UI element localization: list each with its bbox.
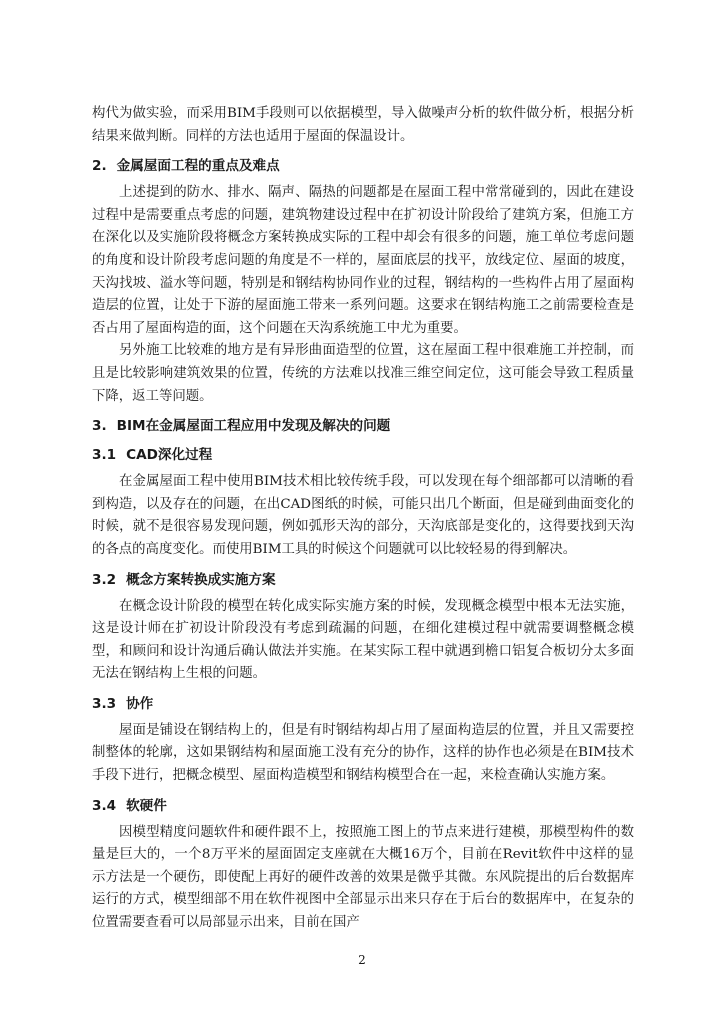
section-number: 2.: [92, 158, 107, 175]
section-number: 3.1: [92, 447, 117, 464]
paragraph-cad-deepening: 在金属屋面工程中使用BIM技术相比较传统手段，可以发现在每个细部都可以清晰的看到构造，以及存在的问题，在出CAD图纸的时候，可能只出几个断面，但是碰到曲面变化的时候，就不是很容易发现问题，例如弧形天沟的部分，天沟底部是变化的，这得要找到天沟的各点的高度变化。而使用BIM工具的时候这个问题就可以比较轻易的得到解决。: [92, 474, 634, 557]
paragraph-software-hardware: 因模型精度问题软件和硬件跟不上，按照施工图上的节点来进行建模，那模型构件的数量是巨大的，一个8万平米的屋面固定支座就在大概16万个，目前在Revit软件中这样的显示方法是一个硬伤，即使配上再好的硬件改善的效果是微乎其微。东风院提出的后台数据库运行的方式，模型细部不用在软件视图中全部显示出来只存在于后台的数据库中，在复杂的位置需要查看可以局部显示出来，目前在国产: [92, 824, 634, 931]
section-title: BIM在金属屋面工程应用中发现及解决的问题: [116, 418, 391, 435]
page-body: [92, 103, 634, 935]
section-title: 协作: [126, 695, 154, 712]
section-title: 软硬件: [126, 797, 167, 814]
section-number: 3.3: [92, 695, 117, 712]
section-title: 概念方案转换成实施方案: [126, 571, 276, 588]
section-number: 3.: [92, 418, 107, 435]
paragraph-intro-continued: 构代为做实验，而采用BIM手段则可以依据模型，导入做噪声分析的软件做分析，根据分析结果来做判断。同样的方法也适用于屋面的保温设计。: [92, 106, 634, 144]
subsection-heading-3-1: [92, 444, 634, 466]
section-heading-2: [92, 155, 634, 177]
paragraph-collaboration: 屋面是铺设在钢结构上的，但是有时钢结构却占用了屋面构造层的位置，并且又需要控制整体的轮廓，这如果钢结构和屋面施工没有充分的协作，这样的协作也必须是在BIM技术手段下进行，把概念模型、屋面构造模型和钢结构模型合在一起，来检查确认实施方案。: [92, 722, 634, 784]
paragraph-difficulties: 另外施工比较难的地方是有异形曲面造型的位置，这在屋面工程中很难施工并控制，而且是比较影响建筑效果的位置，传统的方法难以找准三维空间定位，这可能会导致工程质量下降，返工等问题。: [92, 343, 634, 404]
section-title: 金属屋面工程的重点及难点: [116, 158, 280, 175]
paragraph-key-issues: 上述提到的防水、排水、隔声、隔热的问题都是在屋面工程中常常碰到的，因此在建设过程中是需要重点考虑的问题，建筑物建设过程中在扩初设计阶段给了建筑方案，但施工方在深化以及实施阶段将概念方案转换成实际的工程中却会有很多的问题，施工单位考虑问题的角度和设计阶段考虑问题的角度是不一样的，屋面底层的找平，放线定位、屋面的坡度，天沟找坡、溢水等问题，特别是和钢结构协同作业的过程，钢结构的一些构件占用了屋面构造层的位置，让处于下游的屋面施工带来一系列问题。这要求在钢结构施工之前需要检查是否占用了屋面构造的面，这个问题在天沟系统施工中尤为重要。: [92, 185, 634, 336]
paragraph-concept-to-implementation: 在概念设计阶段的模型在转化成实际实施方案的时候，发现概念模型中根本无法实施，这是设计师在扩初设计阶段没有考虑到疏漏的问题，在细化建模过程中就需要调整概念模型，和顾问和设计沟通后确认做法并实施。在某实际工程中就遇到檐口铝复合板切分太多面无法在钢结构上生根的问题。: [92, 598, 634, 682]
page-number: 2: [358, 953, 366, 967]
section-heading-3: [92, 415, 634, 437]
section-title: CAD深化过程: [126, 447, 213, 464]
subsection-heading-3-4: [92, 795, 634, 817]
section-number: 3.2: [92, 571, 117, 588]
section-number: 3.4: [92, 797, 117, 814]
subsection-heading-3-2: [92, 569, 634, 591]
subsection-heading-3-3: [92, 693, 634, 715]
